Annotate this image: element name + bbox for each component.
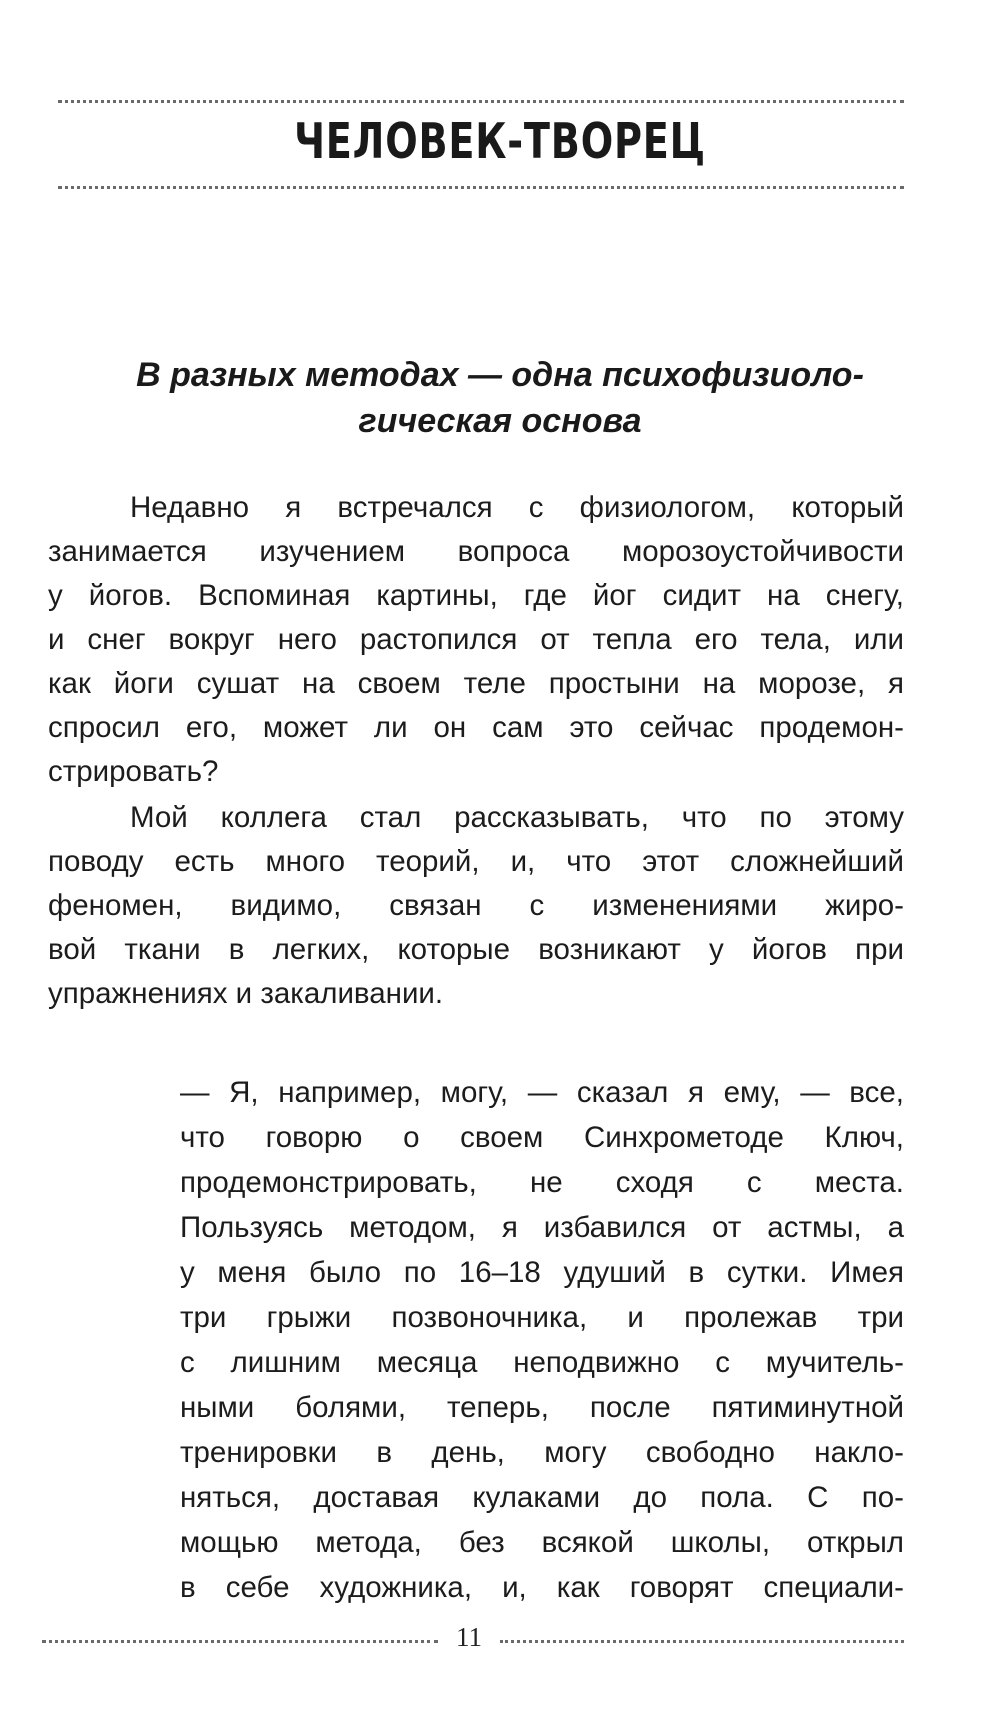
text-line: поводу есть много теорий, и, что этот сложнейший	[48, 845, 904, 878]
quote-line: в себе художника, и, как говорят специали-	[180, 1571, 904, 1604]
quote-line: тренировки в день, могу свободно накло-	[180, 1436, 904, 1469]
quote-line: — Я, например, могу, — сказал я ему, — все,	[180, 1076, 904, 1109]
quote-line: с лишним месяца неподвижно с мучитель-	[180, 1346, 904, 1379]
text-line: у йогов. Вспоминая картины, где йог сидит на снегу,	[48, 579, 904, 612]
text-line: спросил его, может ли он сам это сейчас продемон-	[48, 711, 904, 744]
quote-line: мощью метода, без всякой школы, открыл	[180, 1526, 904, 1559]
text-line: стрировать?	[48, 755, 219, 788]
section-title	[50, 352, 950, 444]
text-line: феномен, видимо, связан с изменениями жиро-	[48, 889, 904, 922]
text-line: Мой коллега стал рассказывать, что по этому	[130, 801, 904, 834]
text-line: занимается изучением вопроса морозоустойчивости	[48, 535, 904, 568]
quote-line: продемонстрировать, не сходя с места.	[180, 1166, 904, 1199]
page-number: 11	[456, 1622, 482, 1652]
section-title-line: гическая основа	[358, 402, 642, 440]
chapter-title: ЧЕЛОВЕК-ТВОРЕЦ	[294, 113, 706, 170]
text-line: как йоги сушат на своем теле простыни на морозе, я	[48, 667, 904, 700]
section-title-line: В разных методах — одна психофизиоло-	[136, 356, 864, 394]
top-dotted-rule	[58, 100, 904, 103]
quote-line: три грыжи позвоночника, и пролежав три	[180, 1301, 904, 1334]
header-dotted-rule	[58, 186, 904, 189]
text-line: и снег вокруг него растопился от тепла его тела, или	[48, 623, 904, 656]
quote-line: у меня было по 16–18 удуший в сутки. Имея	[180, 1256, 904, 1289]
footer-dotted-rule-right	[500, 1640, 904, 1643]
text-line: упражнениях и закаливании.	[48, 977, 444, 1010]
quote-line: няться, доставая кулаками до пола. С по-	[180, 1481, 904, 1514]
text-line: вой ткани в легких, которые возникают у йогов при	[48, 933, 904, 966]
quote-line: ными болями, теперь, после пятиминутной	[180, 1391, 904, 1424]
footer-dotted-rule-left	[42, 1640, 438, 1643]
quote-line: Пользуясь методом, я избавился от астмы, а	[180, 1211, 904, 1244]
text-line: Недавно я встречался с физиологом, который	[130, 491, 904, 524]
quote-line: что говорю о своем Синхрометоде Ключ,	[180, 1121, 904, 1154]
